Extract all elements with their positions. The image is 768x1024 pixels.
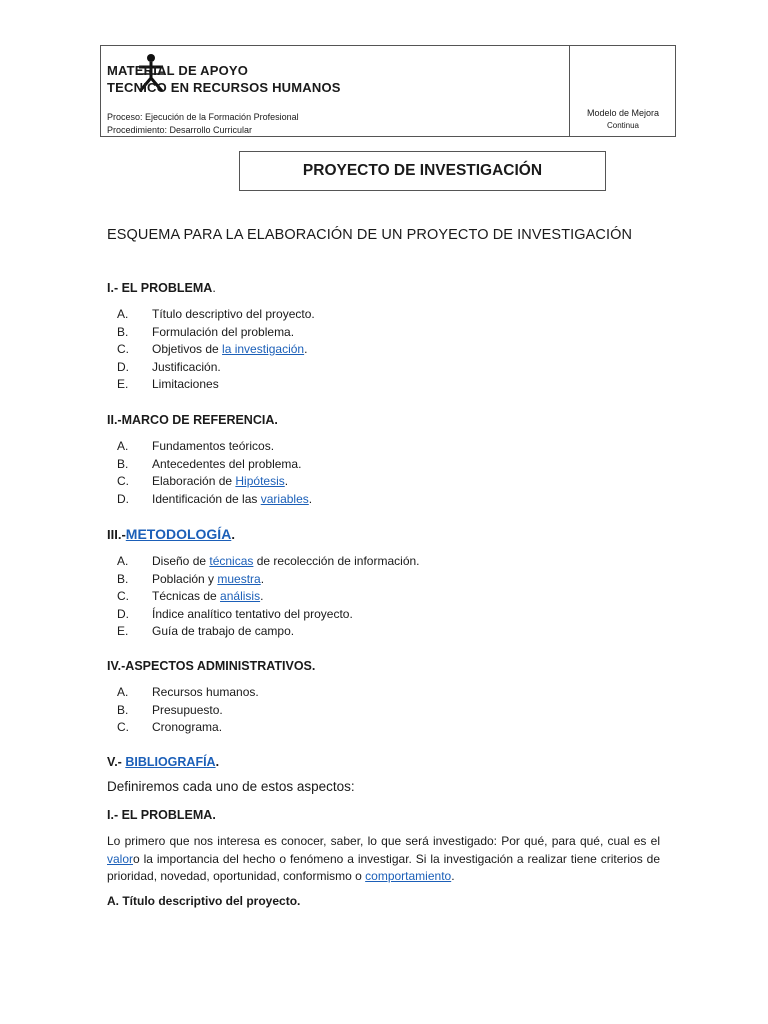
- list-item: B. Antecedentes del problema.: [117, 456, 302, 471]
- link-metodologia[interactable]: METODOLOGÍA: [125, 526, 232, 542]
- list-item: A. Título descriptivo del proyecto.: [117, 307, 315, 321]
- list-problema: [117, 306, 315, 394]
- section-heading-marco: II.-MARCO DE REFERENCIA.: [107, 413, 278, 427]
- list-administrativos: [117, 684, 259, 737]
- link-muestra[interactable]: muestra: [217, 571, 261, 586]
- list-item: E. Guía de trabajo de campo.: [117, 624, 295, 638]
- body-paragraph: Lo primero que nos interesa es conocer, saber, lo que será investigado: Por qué, para qué, cual es el valoro la importancia del hecho o fenómeno a investigar. Si la investigación a realizar tiene criterios de prioridad, novedad, oportunidad, conformismo o comportamiento.: [107, 834, 660, 883]
- header-procedure: Procedimiento: Desarrollo Curricular: [107, 125, 253, 135]
- link-la-investigacion[interactable]: la investigación: [222, 342, 305, 356]
- link-comportamiento[interactable]: comportamiento: [365, 869, 452, 883]
- subheading-titulo: A. Título descriptivo del proyecto.: [107, 894, 301, 908]
- list-item: E. Limitaciones: [117, 377, 219, 391]
- list-item: C. Elaboración de Hipótesis.: [117, 474, 289, 488]
- header-subtitle: TECNICO EN RECURSOS HUMANOS: [107, 80, 341, 95]
- model-label: Modelo de Mejora: [586, 108, 660, 118]
- list-item: C. Objetivos de la investigación.: [117, 342, 308, 356]
- link-analisis[interactable]: análisis: [220, 589, 261, 603]
- list-item: A. Diseño de técnicas de recolección de información.: [117, 554, 420, 568]
- list-metodologia: [117, 553, 420, 641]
- list-item: C. Técnicas de análisis.: [117, 589, 264, 603]
- section-heading-administrativos: IV.-ASPECTOS ADMINISTRATIVOS.: [107, 659, 316, 673]
- list-item: D. Justificación.: [117, 359, 221, 374]
- section-heading-problema-repeat: I.- EL PROBLEMA.: [107, 808, 216, 822]
- list-item: B. Presupuesto.: [117, 702, 223, 717]
- link-variables[interactable]: variables: [260, 491, 309, 506]
- list-item: D. Índice analítico tentativo del proyecto.: [117, 606, 353, 621]
- list-marco: [117, 438, 312, 508]
- header-right-cell: [569, 46, 676, 136]
- document-title: PROYECTO DE INVESTIGACIÓN: [239, 151, 606, 191]
- link-hipotesis[interactable]: Hipótesis: [235, 474, 285, 488]
- document-header: [100, 45, 676, 137]
- list-item: D. Identificación de las variables.: [117, 491, 313, 506]
- link-bibliografia[interactable]: BIBLIOGRAFÍA: [125, 755, 216, 769]
- header-left-cell: [101, 46, 569, 136]
- intro-text: Definiremos cada uno de estos aspectos:: [107, 779, 355, 794]
- link-valor[interactable]: valor: [107, 851, 134, 866]
- list-item: A. Fundamentos teóricos.: [117, 439, 275, 453]
- list-item: C. Cronograma.: [117, 720, 223, 734]
- section-heading-bibliografia: V.- BIBLIOGRAFÍA.: [107, 755, 220, 769]
- section-heading-problema: I.- EL PROBLEMA.: [107, 281, 216, 295]
- section-heading-metodologia: III.-METODOLOGÍA.: [107, 526, 235, 542]
- model-label-continued: Continua: [606, 121, 640, 130]
- link-tecnicas[interactable]: técnicas: [209, 554, 254, 568]
- main-heading: ESQUEMA PARA LA ELABORACIÓN DE UN PROYECTO DE INVESTIGACIÓN: [107, 227, 633, 243]
- list-item: B. Formulación del problema.: [117, 324, 295, 339]
- list-item: B. Población y muestra.: [117, 571, 265, 586]
- header-title: MATERIAL DE APOYO: [107, 63, 249, 78]
- list-item: A. Recursos humanos.: [117, 685, 259, 699]
- header-process: Proceso: Ejecución de la Formación Profesional: [107, 112, 299, 122]
